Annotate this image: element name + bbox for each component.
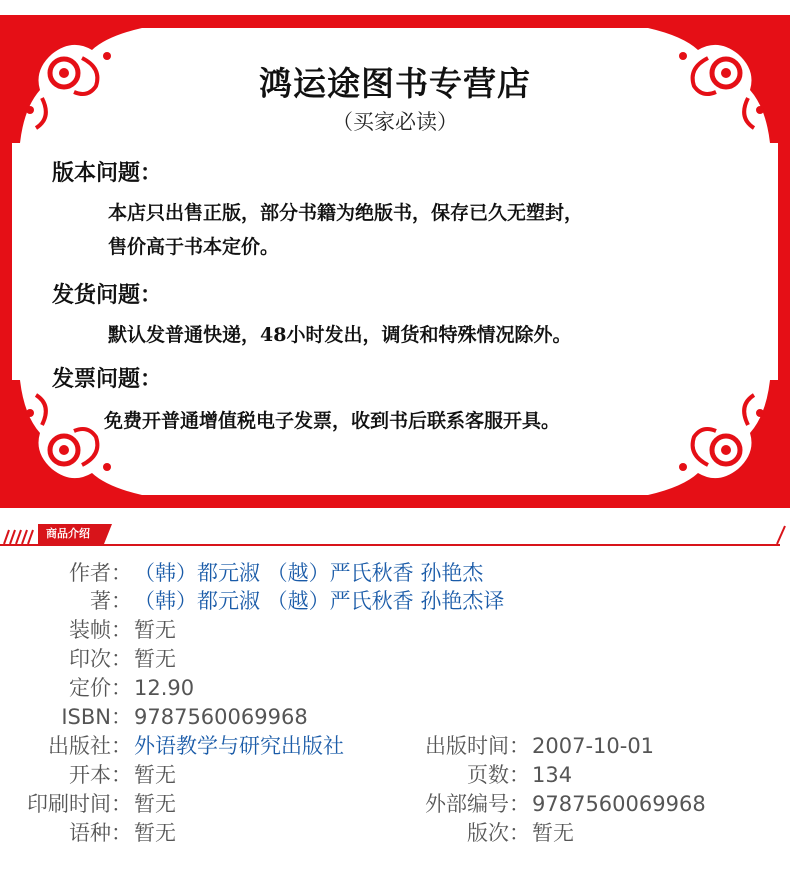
detail-row-isbn xyxy=(0,703,790,731)
detail-value: 9787560069968 xyxy=(532,792,706,816)
detail-label: 开本： xyxy=(69,763,132,787)
detail-row-print-date xyxy=(0,790,790,818)
detail-row-price xyxy=(0,674,790,702)
detail-value: 2007-10-01 xyxy=(532,734,655,758)
detail-value: 暂无 xyxy=(134,647,176,671)
section-title: 商品介绍 xyxy=(46,527,90,540)
detail-label: 作者： xyxy=(69,561,132,585)
detail-value: 暂无 xyxy=(134,792,176,816)
notice-panel xyxy=(12,28,778,495)
detail-label: ISBN： xyxy=(61,705,132,729)
section-header-bar xyxy=(0,524,790,546)
detail-row-language xyxy=(0,819,790,847)
store-title: 鸿运途图书专营店 xyxy=(259,64,531,103)
detail-label: 语种： xyxy=(69,821,132,845)
section-divider xyxy=(0,544,780,546)
corner-ornament-icon xyxy=(648,380,778,495)
detail-row-writer xyxy=(0,587,790,615)
buyer-notice-card xyxy=(0,15,790,508)
detail-value: 暂无 xyxy=(532,821,574,845)
detail-value: 9787560069968 xyxy=(134,705,308,729)
detail-row-impression xyxy=(0,645,790,673)
notice-heading-invoice: 发票问题： xyxy=(52,366,163,392)
detail-label: 出版社： xyxy=(48,734,132,758)
writer-link[interactable]: （韩）都元淑 （越）严氏秋香 孙艳杰译 xyxy=(134,589,505,613)
detail-value: 12.90 xyxy=(134,676,195,700)
detail-value: 暂无 xyxy=(134,763,176,787)
notice-subtitle: （买家必读） xyxy=(332,110,458,134)
notice-line: 售价高于书本定价。 xyxy=(108,236,280,258)
detail-row-format xyxy=(0,761,790,789)
detail-label: 外部编号： xyxy=(425,792,530,816)
detail-label: 印次： xyxy=(69,647,132,671)
detail-label: 著： xyxy=(90,589,132,613)
detail-label: 定价： xyxy=(69,676,132,700)
notice-line: 免费开普通增值税电子发票，收到书后联系客服开具。 xyxy=(104,410,561,432)
detail-row-author xyxy=(0,559,790,587)
author-link[interactable]: （韩）都元淑 （越）严氏秋香 孙艳杰 xyxy=(134,561,484,585)
detail-label: 版次： xyxy=(467,821,530,845)
detail-label: 出版时间： xyxy=(425,734,530,758)
detail-label: 印刷时间： xyxy=(27,792,132,816)
notice-heading-shipping: 发货问题： xyxy=(52,282,163,308)
notice-line: 本店只出售正版，部分书籍为绝版书，保存已久无塑封， xyxy=(108,202,584,224)
corner-ornament-icon xyxy=(12,380,142,495)
detail-value: 134 xyxy=(532,763,573,787)
detail-row-publisher xyxy=(0,732,790,760)
detail-label: 页数： xyxy=(467,763,530,787)
detail-label: 装帧： xyxy=(69,618,132,642)
notice-line: 默认发普通快递，48小时发出，调货和特殊情况除外。 xyxy=(108,324,572,346)
publisher-link[interactable]: 外语教学与研究出版社 xyxy=(134,734,344,758)
detail-value: 暂无 xyxy=(134,618,176,642)
notice-heading-edition: 版本问题： xyxy=(52,160,163,186)
detail-value: 暂无 xyxy=(134,821,176,845)
detail-row-binding xyxy=(0,616,790,644)
